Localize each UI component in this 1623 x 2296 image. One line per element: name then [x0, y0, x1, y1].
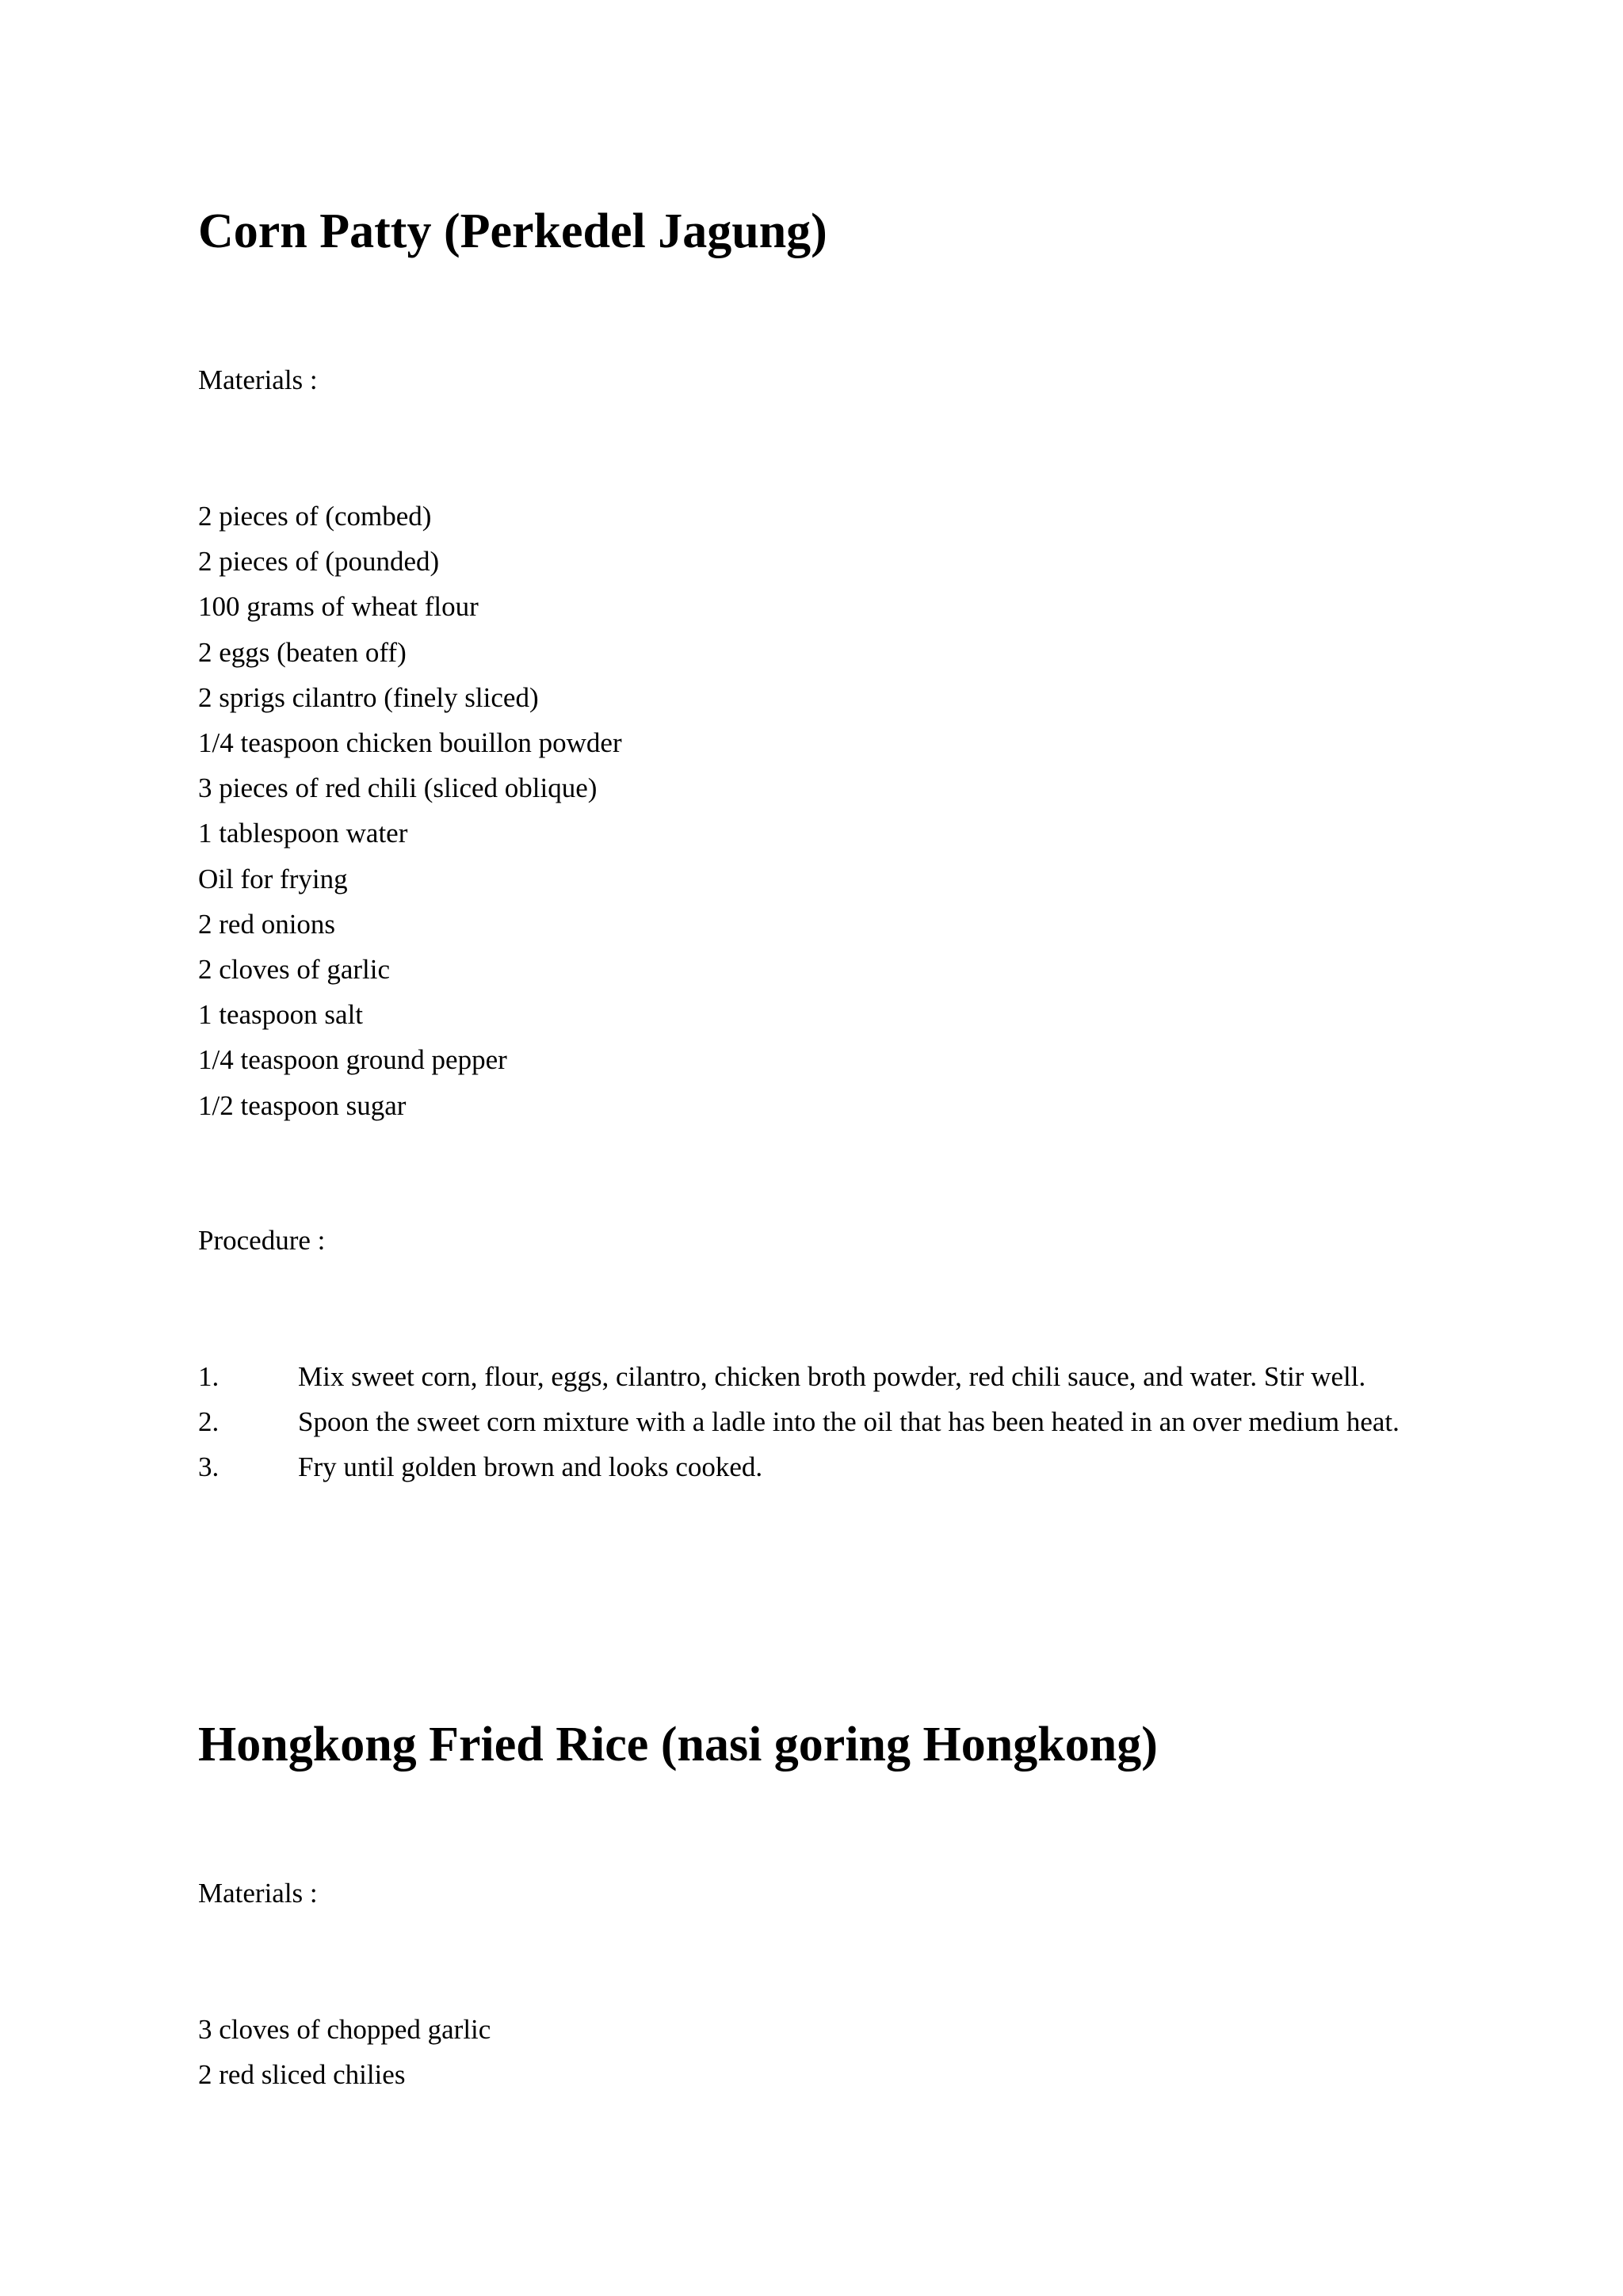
step-text: Mix sweet corn, flour, eggs, cilantro, chicken broth powder, red chili sauce, and water. Stir well.	[298, 1361, 1366, 1392]
recipe-title: Hongkong Fried Rice (nasi goring Hongkong)	[198, 1718, 1158, 1772]
step-number: 1.	[198, 1361, 220, 1392]
ingredient-item: 1/4 teaspoon ground pepper	[198, 1044, 507, 1076]
ingredient-list	[198, 2007, 491, 2097]
ingredient-item: 2 sprigs cilantro (finely sliced)	[198, 681, 539, 713]
ingredient-item: 2 cloves of garlic	[198, 954, 390, 986]
ingredient-item: 1 teaspoon salt	[198, 999, 364, 1031]
procedure-step	[198, 1444, 1434, 1489]
procedure-label: Procedure :	[198, 1225, 326, 1256]
ingredient-item: 2 pieces of (pounded)	[198, 546, 440, 578]
ingredient-item: 2 eggs (beaten off)	[198, 636, 407, 668]
ingredient-item: 2 red sliced chilies	[198, 2059, 406, 2091]
ingredient-list	[198, 494, 622, 1128]
materials-label: Materials :	[198, 364, 318, 395]
ingredient-item: 100 grams of wheat flour	[198, 591, 479, 623]
procedure-step	[198, 1354, 1434, 1399]
step-number: 3.	[198, 1451, 220, 1483]
ingredient-item: 3 cloves of chopped garlic	[198, 2014, 491, 2045]
ingredient-item: 3 pieces of red chili (sliced oblique)	[198, 772, 598, 804]
step-text: Fry until golden brown and looks cooked.	[298, 1451, 763, 1483]
ingredient-item: 2 pieces of (combed)	[198, 501, 432, 532]
materials-label: Materials :	[198, 1878, 318, 1909]
ingredient-item: 1/2 teaspoon sugar	[198, 1089, 407, 1121]
step-number: 2.	[198, 1406, 220, 1438]
recipe-title: Corn Patty (Perkedel Jagung)	[198, 204, 827, 258]
ingredient-item: Oil for frying	[198, 863, 348, 894]
step-text: Spoon the sweet corn mixture with a ladle into the oil that has been heated in an over medium heat.	[298, 1406, 1400, 1438]
procedure-step	[198, 1399, 1434, 1444]
procedure-steps	[198, 1354, 1434, 1490]
ingredient-item: 1/4 teaspoon chicken bouillon powder	[198, 727, 622, 759]
ingredient-item: 2 red onions	[198, 908, 336, 940]
ingredient-item: 1 tablespoon water	[198, 818, 408, 849]
